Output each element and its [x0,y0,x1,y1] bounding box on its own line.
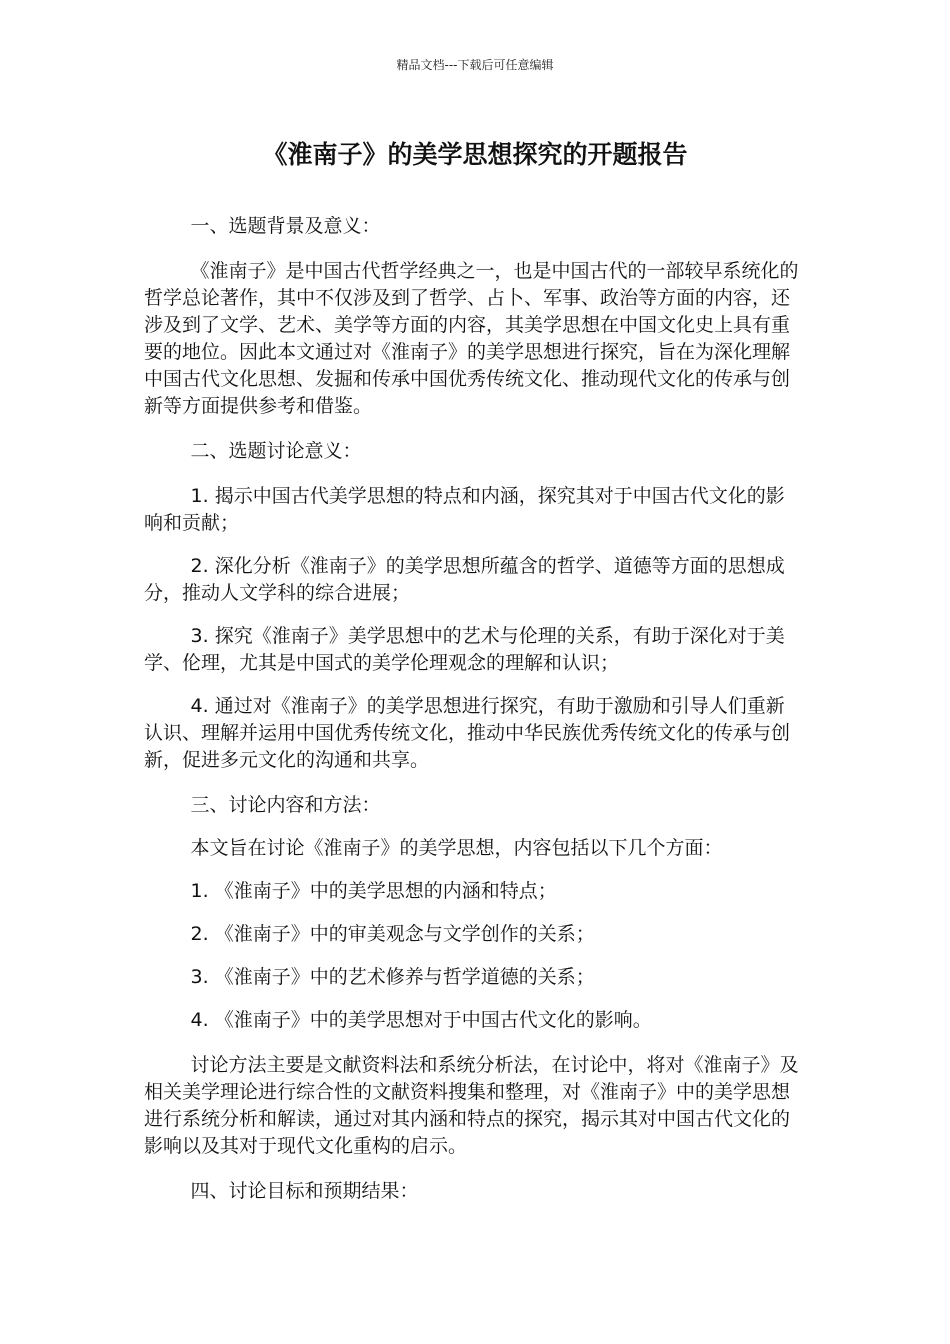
content-item-2: 2. 《淮南子》中的审美观念与文学创作的关系； [190,923,595,945]
paragraph-background: 《淮南子》是中国古代哲学经典之一，也是中国古代的一部较早系统化的哲学总论著作，其中不仅涉及到了哲学、占卜、军事、政治等方面的内容，还涉及到了文学、艺术、美学等方面的内容，其美学思想在中国文化史上具有重要的地位。因此本文通过对《淮南子》的美学思想进行探究，旨在为深化理解中国古代文化思想、发掘和传承中国优秀传统文化、推动现代文化的传承与创新等方面提供参考和借鉴。 [144,260,799,417]
content-item-3: 3. 《淮南子》中的艺术修养与哲学道德的关系； [190,966,595,988]
content-intro: 本文旨在讨论《淮南子》的美学思想，内容包括以下几个方面： [190,837,723,859]
section-heading-significance: 二、选题讨论意义： [190,440,362,462]
section-heading-goals: 四、讨论目标和预期结果： [190,1180,419,1202]
section-heading-background: 一、选题背景及意义： [190,215,381,237]
document-body [144,213,800,1205]
paragraph-methods: 讨论方法主要是文献资料法和系统分析法，在讨论中，将对《淮南子》及相关美学理论进行综合性的文献资料搜集和整理，对《淮南子》中的美学思想进行系统分析和解读，通过对其内涵和特点的探究，揭示其对中国古代文化的影响以及其对于现代文化重构的启示。 [144,1054,799,1157]
significance-item-1: 1. 揭示中国古代美学思想的特点和内涵，探究其对于中国古代文化的影响和贡献； [144,485,785,534]
section-heading-content-methods: 三、讨论内容和方法： [190,794,381,816]
significance-item-2: 2. 深化分析《淮南子》的美学思想所蕴含的哲学、道德等方面的思想成分，推动人文学科的综合进展； [144,555,785,604]
page-header: 精品文档---下载后可任意编辑 [396,58,554,72]
content-item-4: 4. 《淮南子》中的美学思想对于中国古代文化的影响。 [190,1009,652,1031]
content-item-1: 1. 《淮南子》中的美学思想的内涵和特点； [190,880,557,902]
document-title: 《淮南子》的美学思想探究的开题报告 [262,140,688,169]
significance-item-4: 4. 通过对《淮南子》的美学思想进行探究，有助于激励和引导人们重新认识、理解并运用中国优秀传统文化，推动中华民族优秀传统文化的传承与创新，促进多元文化的沟通和共享。 [144,695,791,771]
significance-item-3: 3. 探究《淮南子》美学思想中的艺术与伦理的关系，有助于深化对于美学、伦理，尤其是中国式的美学伦理观念的理解和认识； [144,625,785,674]
